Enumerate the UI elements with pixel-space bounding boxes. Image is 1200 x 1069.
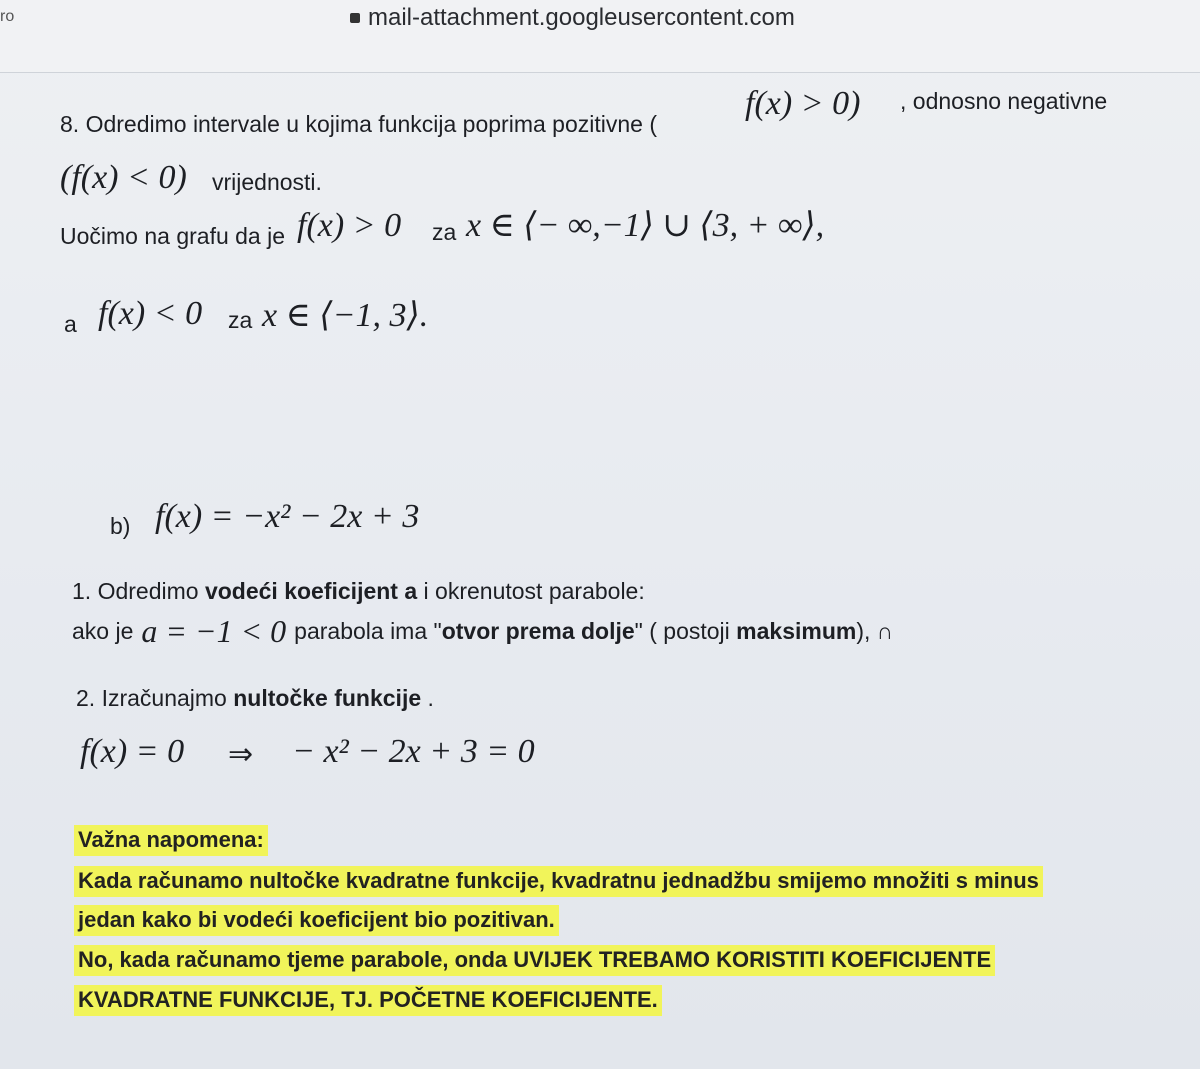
note-line-2: jedan kako bi vodeći koeficijent bio pozitivan.: [74, 905, 559, 936]
a-condition-math: f(x) < 0: [98, 295, 203, 332]
note-line-3: No, kada računamo tjeme parabole, onda UVIJEK TREBAMO KORISTITI KOEFICIJENTE: [74, 945, 995, 976]
section8-tail2: vrijednosti.: [212, 169, 322, 195]
note-line-4: KVADRATNE FUNKCIJE, TJ. POČETNE KOEFICIJENTE.: [74, 985, 662, 1016]
b-function: f(x) = −x² − 2x + 3: [155, 498, 420, 535]
section8-math-negative: (f(x) < 0): [60, 159, 187, 196]
a-coefficient-math: a = −1 < 0: [141, 613, 287, 649]
zero-equation-left: f(x) = 0: [80, 733, 185, 770]
graph-note-text: Uočimo na grafu da je: [60, 223, 286, 249]
browser-toolbar: [0, 0, 1200, 73]
tab-fragment[interactable]: ro: [0, 8, 15, 25]
b-label: b): [110, 513, 131, 539]
za-word-1: za: [432, 219, 457, 245]
section8-tail: , odnosno negativne: [900, 88, 1108, 114]
address-bar[interactable]: [350, 4, 795, 32]
document-page: [0, 73, 1200, 1069]
zero-equation-right: − x² − 2x + 3 = 0: [292, 733, 535, 770]
interval-positive: x ∈ ⟨− ∞,−1⟩ ∪ ⟨3, + ∞⟩,: [466, 207, 825, 244]
section8-math-positive: f(x) > 0): [745, 85, 861, 122]
lock-icon: [350, 13, 360, 23]
interval-negative: x ∈ ⟨−1, 3⟩.: [262, 297, 429, 334]
step2-line: 2. Izračunajmo nultočke funkcije .: [76, 685, 434, 711]
implies-arrow: ⇒: [228, 738, 254, 771]
url-text: mail-attachment.googleusercontent.com: [368, 4, 795, 31]
a-label: a: [64, 311, 77, 337]
step1-condition-line: ako je a = −1 < 0 parabola ima "otvor prema dolje" ( postoji maksimum), ∩: [72, 613, 894, 649]
za-word-2: za: [228, 307, 253, 333]
note-title: Važna napomena:: [74, 825, 268, 856]
section8-text: 8. Odredimo intervale u kojima funkcija poprima pozitivne (: [60, 111, 657, 137]
step1-line: 1. Odredimo vodeći koeficijent a i okrenutost parabole:: [72, 578, 645, 604]
graph-condition-math: f(x) > 0: [297, 207, 402, 244]
note-line-1: Kada računamo nultočke kvadratne funkcije, kvadratnu jednadžbu smijemo množiti s minus: [74, 866, 1043, 897]
